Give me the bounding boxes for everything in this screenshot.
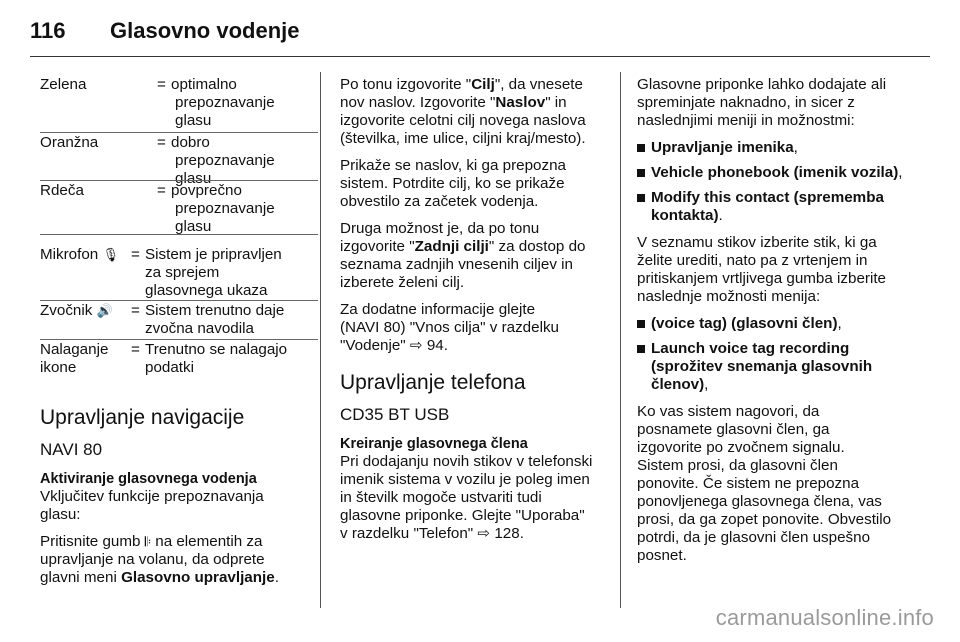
def-term: ikone [40, 359, 77, 376]
paragraph: Vključitev funkcije prepoznavanja glasu: [40, 488, 264, 523]
bullet-square-icon [637, 169, 645, 177]
signal-color-table [40, 76, 310, 235]
paragraph: Pri dodajanju novih stikov v telefonski imenik sistema v vozilu je poleg imen in številk mogoče ustvariti tudi glasovne priponke. Glejte "Uporaba" v razdelku "Telefon" ⇨ 128. [340, 453, 593, 542]
def-desc: Trenutno se nalagajo [145, 341, 288, 358]
paragraph: Druga možnost je, da po tonu izgovorite "Zadnji cilji" za dostop do seznama zadnjih vnesenih ciljev in izberete želeni cilj. [340, 220, 586, 291]
def-desc: prepoznavanje [175, 200, 275, 217]
bullet-square-icon [637, 194, 645, 202]
subsection-heading-cd35: CD35 BT USB [340, 405, 450, 424]
def-desc: optimalno [171, 76, 237, 93]
list-item: Vehicle phonebook (imenik vozila), [637, 164, 927, 182]
table-separator [40, 180, 318, 181]
section-heading-navigation: Upravljanje navigacije [40, 406, 245, 429]
table-separator [40, 300, 318, 301]
paragraph: V seznamu stikov izberite stik, ki ga želite urediti, nato pa z vrtenjem in pritiskanjem vrtljivega gumba izberite naslednje možnosti menija: [637, 234, 887, 305]
subsection-heading-navi80: NAVI 80 [40, 440, 103, 459]
table-separator [40, 132, 318, 133]
page-header [30, 18, 300, 44]
voice-button-icon: 𝄆 [144, 534, 152, 549]
def-eq: = [157, 134, 166, 151]
page-reference-link[interactable]: v razdelku "Telefon" ⇨ 128. [340, 525, 524, 542]
page-number: 116 [30, 18, 66, 43]
def-desc: podatki [145, 359, 194, 376]
def-desc: povprečno [171, 182, 242, 199]
def-eq: = [131, 341, 140, 358]
column-divider-1 [320, 72, 321, 608]
list-item: Launch voice tag recording (sprožitev snemanja glasovnih členov), [637, 340, 927, 394]
def-desc: glasu [175, 112, 212, 129]
def-desc: za sprejem [145, 264, 220, 281]
watermark: carmanualsonline.info [715, 605, 934, 630]
def-term: Zelena [40, 76, 87, 93]
def-term: Mikrofon [40, 246, 99, 263]
column-divider-2 [620, 72, 621, 608]
topic-heading: Kreiranje glasovnega člena [340, 436, 528, 452]
def-desc: dobro [171, 134, 210, 151]
status-icon-table [40, 246, 310, 394]
section-heading-phone: Upravljanje telefona [340, 371, 526, 394]
def-desc: glasu [175, 170, 212, 187]
def-desc: zvočna navodila [145, 320, 254, 337]
speaker-icon: 🔊 [96, 303, 113, 318]
page-title: Glasovno vodenje [110, 18, 300, 43]
header-rule [30, 56, 930, 57]
microphone-icon: 🎙 [102, 247, 119, 262]
paragraph: Glasovne priponke lahko dodajate ali spreminjate naknadno, in sicer z naslednjimi meniji in možnostmi: [637, 76, 887, 129]
def-eq: = [157, 76, 166, 93]
def-term: Rdeča [40, 182, 84, 199]
paragraph: Po tonu izgovorite "Cilj", da vnesete nov naslov. Izgovorite "Naslov" in izgovorite celotni cilj novega naslova (številka, ime ulice, ciljni kraj/mesto). [340, 76, 586, 147]
page-reference-link[interactable]: "Vodenje" ⇨ 94. [340, 337, 448, 354]
table-separator [40, 339, 318, 340]
bullet-square-icon [637, 345, 645, 353]
column-1 [40, 76, 310, 596]
def-eq: = [157, 182, 166, 199]
paragraph: Za dodatne informacije glejte (NAVI 80) "Vnos cilja" v razdelku "Vodenje" ⇨ 94. [340, 301, 559, 354]
def-term: Zvočnik [40, 302, 93, 319]
def-eq: = [131, 246, 140, 263]
column-3 [637, 76, 927, 574]
def-desc: prepoznavanje [175, 94, 275, 111]
list-item: (voice tag) (glasovni člen), [637, 315, 927, 333]
def-desc: Sistem trenutno daje [145, 302, 285, 319]
def-term: Oranžna [40, 134, 99, 151]
bullet-square-icon [637, 320, 645, 328]
def-desc: Sistem je pripravljen [145, 246, 282, 263]
def-desc: glasu [175, 218, 212, 235]
def-eq: = [131, 302, 140, 319]
column-2 [340, 76, 612, 552]
topic-heading: Aktiviranje glasovnega vodenja [40, 471, 257, 487]
table-separator [40, 234, 318, 235]
list-item: Modify this contact (sprememba kontakta). [637, 189, 927, 225]
def-term: Nalaganje [40, 341, 109, 358]
list-item: Upravljanje imenika, [637, 139, 927, 157]
bullet-square-icon [637, 144, 645, 152]
paragraph: Pritisnite gumb 𝄆 na elementih za upravljanje na volanu, da odprete glavni meni Glasovno upravljanje. [40, 533, 279, 586]
paragraph: Ko vas sistem nagovori, da posnamete glasovni člen, ga izgovorite po zvočnem signalu. Sistem prosi, da glasovni člen ponovite. Če sistem ne prepozna ponovljenega glasovnega člena, vas prosi, da ga zopet ponovite. Obvestilo potrdi, da je glasovni člen uspešno posnet. [637, 403, 892, 564]
def-desc: prepoznavanje [175, 152, 275, 169]
paragraph: Prikaže se naslov, ki ga prepozna sistem. Potrdite cilj, ko se prikaže obvestilo za začetek vodenja. [340, 157, 566, 210]
def-desc: glasovnega ukaza [145, 282, 268, 299]
